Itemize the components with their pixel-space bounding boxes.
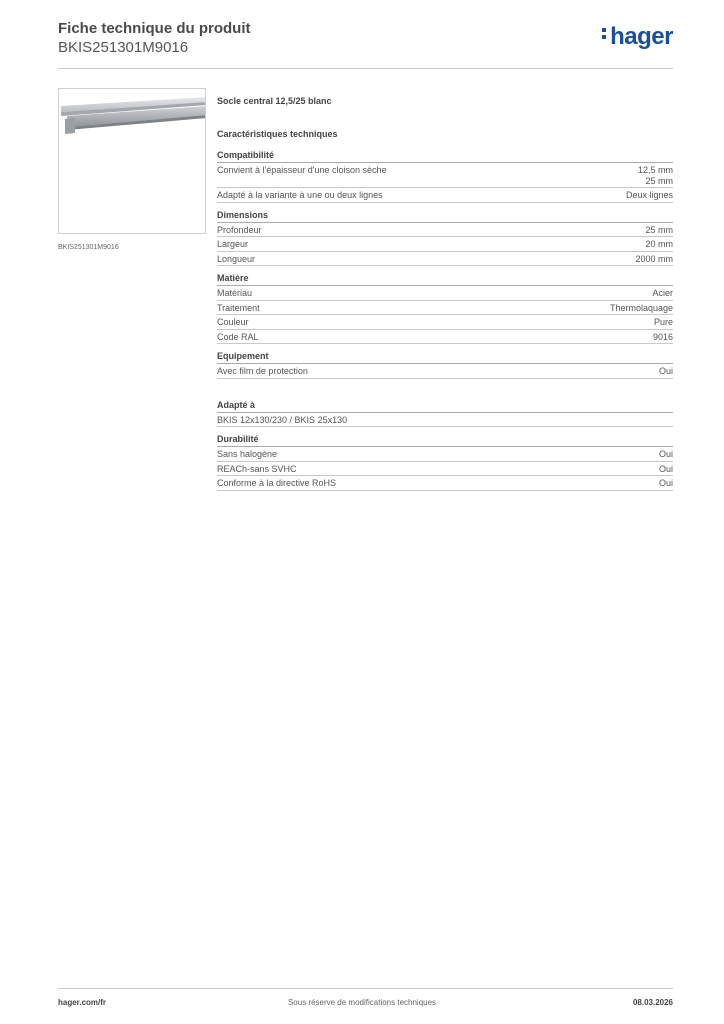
section-heading: Caractéristiques techniques — [217, 129, 338, 139]
spec-row — [217, 237, 673, 252]
spec-group — [217, 400, 673, 428]
spec-value-line: 12,5 mm — [637, 165, 673, 175]
spec-row — [217, 301, 673, 316]
spec-group — [217, 150, 673, 203]
page-header — [58, 20, 673, 57]
spec-value-line: Deux lignes — [625, 190, 673, 200]
group-title: Equipement — [217, 351, 673, 364]
spec-group — [217, 210, 673, 267]
logo-colon-icon — [602, 25, 608, 42]
spec-value-line: 25 mm — [645, 224, 673, 235]
footer-website: hager.com/fr — [58, 998, 107, 1007]
spec-value — [626, 190, 673, 202]
group-title: Compatibilité — [217, 150, 673, 163]
page-title: Fiche technique du produit — [58, 20, 251, 37]
spec-label: Largeur — [217, 239, 249, 249]
spec-value-line: Oui — [658, 366, 673, 376]
spec-value — [645, 225, 673, 237]
spec-value — [652, 288, 673, 300]
spec-label: Convient à l'épaisseur d'une cloison sèche — [217, 165, 387, 175]
spec-row — [217, 286, 673, 301]
spec-value-line: 9016 — [652, 331, 673, 342]
product-image — [58, 88, 206, 234]
spec-row — [217, 476, 673, 491]
specifications — [217, 96, 673, 491]
spec-value — [610, 303, 673, 315]
spec-value — [659, 478, 673, 490]
spec-row — [217, 447, 673, 462]
spec-group — [217, 351, 673, 379]
spec-label: Conforme à la directive RoHS — [217, 478, 337, 488]
spec-label: Adapté à la variante à une ou deux lignes — [217, 190, 383, 200]
spec-value-line: Thermolaquage — [609, 302, 673, 313]
spec-row — [217, 364, 673, 379]
rail-profile-icon — [59, 89, 206, 234]
spec-value — [653, 332, 673, 344]
spec-value — [659, 366, 673, 378]
image-caption: BKIS251301M9016 — [58, 244, 119, 251]
spec-group — [217, 273, 673, 344]
hager-logo — [602, 23, 673, 51]
spec-groups — [217, 150, 673, 491]
spec-value-line: Acier — [652, 288, 673, 298]
spec-group — [217, 434, 673, 491]
spec-label: Longueur — [217, 253, 256, 264]
spec-row — [217, 330, 673, 345]
spec-value-line: Oui — [658, 463, 673, 474]
spec-row — [217, 315, 673, 330]
spec-value — [659, 449, 673, 461]
header-divider — [58, 68, 673, 69]
group-title: Matière — [217, 273, 673, 286]
spec-row — [217, 252, 673, 267]
spec-value — [638, 165, 673, 187]
spec-value — [659, 464, 673, 476]
spec-value — [635, 254, 673, 266]
spec-value-line: 25 mm — [645, 176, 673, 186]
spec-label: Sans halogène — [217, 449, 278, 459]
logo-text: hager — [610, 23, 673, 50]
spec-value-line: 20 mm — [645, 239, 673, 249]
spec-label: REACh-sans SVHC — [217, 463, 297, 474]
spec-row — [217, 462, 673, 477]
spec-row — [217, 223, 673, 238]
spec-value-line: Oui — [658, 449, 673, 459]
footer-divider — [58, 988, 673, 989]
product-name: Socle central 12,5/25 blanc — [217, 96, 332, 106]
spec-value — [645, 239, 673, 251]
footer-disclaimer: Sous réserve de modifications techniques — [287, 998, 437, 1007]
footer-date: 08.03.2026 — [632, 998, 673, 1007]
spec-label: Profondeur — [217, 224, 262, 235]
spec-label: BKIS 12x130/230 / BKIS 25x130 — [217, 414, 348, 425]
spec-label: Traitement — [217, 302, 260, 313]
spec-row — [217, 163, 673, 188]
spec-value-line: Pure — [653, 317, 673, 327]
group-title: Durabilité — [217, 434, 673, 447]
spec-value — [654, 317, 673, 329]
spec-value-line: Oui — [658, 478, 673, 488]
spec-row — [217, 413, 673, 428]
spec-label: Code RAL — [217, 331, 259, 342]
spec-label: Avec film de protection — [217, 366, 308, 376]
group-title: Adapté à — [217, 400, 673, 413]
product-reference: BKIS251301M9016 — [58, 39, 189, 56]
spec-row — [217, 188, 673, 203]
spec-label: Matériau — [217, 288, 253, 298]
spec-value-line: 2000 mm — [635, 253, 673, 264]
group-title: Dimensions — [217, 210, 673, 223]
spec-label: Couleur — [217, 317, 249, 327]
